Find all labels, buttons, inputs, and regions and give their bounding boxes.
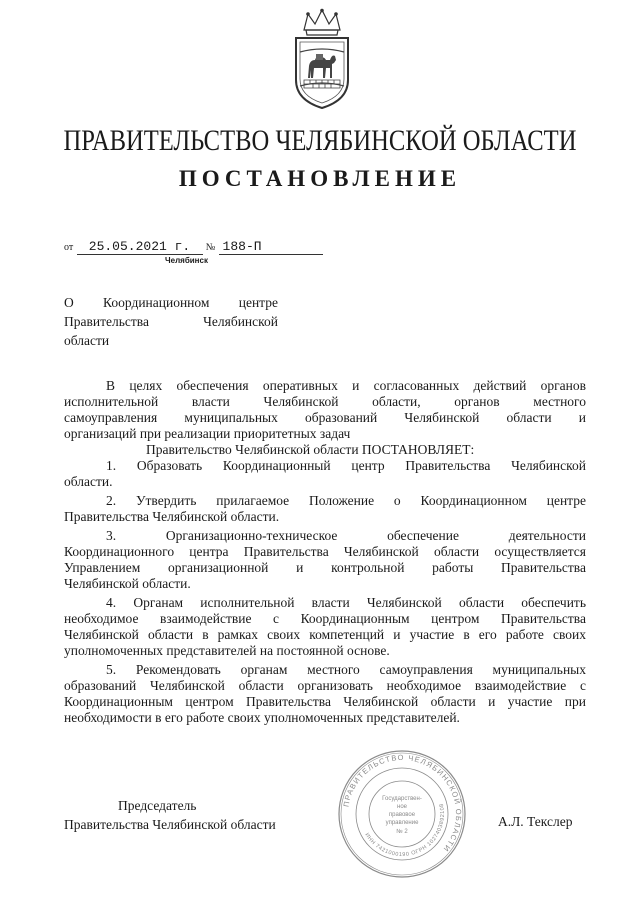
document-subject [64, 293, 278, 350]
body-line: Правительства Челябинской области. [64, 509, 280, 524]
body-line: Правительство Челябинской области ПОСТАНОВЛЯЕТ: [146, 442, 475, 457]
official-seal-icon [336, 748, 468, 880]
svg-text:№ 2: № 2 [396, 829, 408, 835]
body-line: 2. Утвердить прилагаемое Положение о Координационном центре [106, 493, 586, 508]
signer-position-line1: Председатель [118, 798, 197, 813]
svg-text:ПРАВИТЕЛЬСТВО ЧЕЛЯБИНСКОЙ ОБЛА: ПРАВИТЕЛЬСТВО ЧЕЛЯБИНСКОЙ ОБЛАСТИ [341, 752, 464, 855]
document-date: 25.05.2021 г. [77, 239, 203, 255]
number-prefix: № [205, 242, 216, 253]
svg-text:ИНН 7421000190 ОГРН 1027403892: ИНН 7421000190 ОГРН 1027403892108 [363, 802, 447, 859]
body-line: 1. Образовать Координационный центр Правительства Челябинской [106, 458, 586, 473]
svg-text:Государствен-: Государствен- [382, 796, 422, 802]
coat-of-arms-icon [282, 8, 362, 112]
body-line: Челябинской области. [64, 576, 191, 591]
body-line: исполнительной власти Челябинской области, органов местного [64, 394, 586, 409]
body-line: 5. Рекомендовать органам местного самоуправления муниципальных [106, 662, 586, 677]
body-line: образований Челябинской области организовать необходимое взаимодействие с [64, 678, 586, 693]
body-line: Координационного центра Правительства Челябинской области осуществляется [64, 544, 586, 559]
subject-line: Правительства Челябинской [64, 314, 278, 329]
signer-position [64, 796, 276, 834]
body-line: Челябинской области в рамках своих компетенций и участие в его работе своих [64, 627, 586, 642]
subject-line: О Координационном центре [64, 295, 278, 310]
body-line: необходимое взаимодействие с Координационным центром Правительства [64, 611, 586, 626]
body-line: самоуправления муниципальных образований Челябинской области и [64, 410, 586, 425]
svg-text:ное: ное [397, 804, 407, 810]
date-number-line [64, 238, 323, 255]
body-line: Управлением организационной и контрольной работы Правительства [64, 560, 586, 575]
city-label: Челябинск [165, 256, 208, 265]
body-line: области. [64, 474, 113, 489]
svg-text:правовое: правовое [388, 812, 416, 818]
document-number: 188-П [219, 239, 323, 255]
body-line: необходимости в его работе своих уполномоченных представителей. [64, 710, 460, 725]
body-line: 4. Органам исполнительной власти Челябинской области обеспечить [106, 595, 586, 610]
body-line: Координационным центром Правительства Челябинской области и участие при [64, 694, 586, 709]
document-body [64, 378, 586, 726]
body-line: 3. Организационно-техническое обеспечение деятельности [106, 528, 586, 543]
subject-line: области [64, 333, 110, 348]
body-line: уполномоченных представителей на постоянной основе. [64, 643, 390, 658]
body-line: В целях обеспечения оперативных и согласованных действий органов [106, 378, 586, 393]
signer-name: А.Л. Текслер [498, 814, 573, 829]
date-prefix: от [64, 242, 74, 253]
body-line: организаций при реализации приоритетных задач [64, 426, 351, 441]
document-type: ПОСТАНОВЛЕНИЕ [178, 166, 462, 191]
signer-position-line2: Правительства Челябинской области [64, 817, 276, 832]
government-title: ПРАВИТЕЛЬСТВО ЧЕЛЯБИНСКОЙ ОБЛАСТИ [63, 124, 577, 157]
svg-text:управление: управление [385, 820, 419, 826]
